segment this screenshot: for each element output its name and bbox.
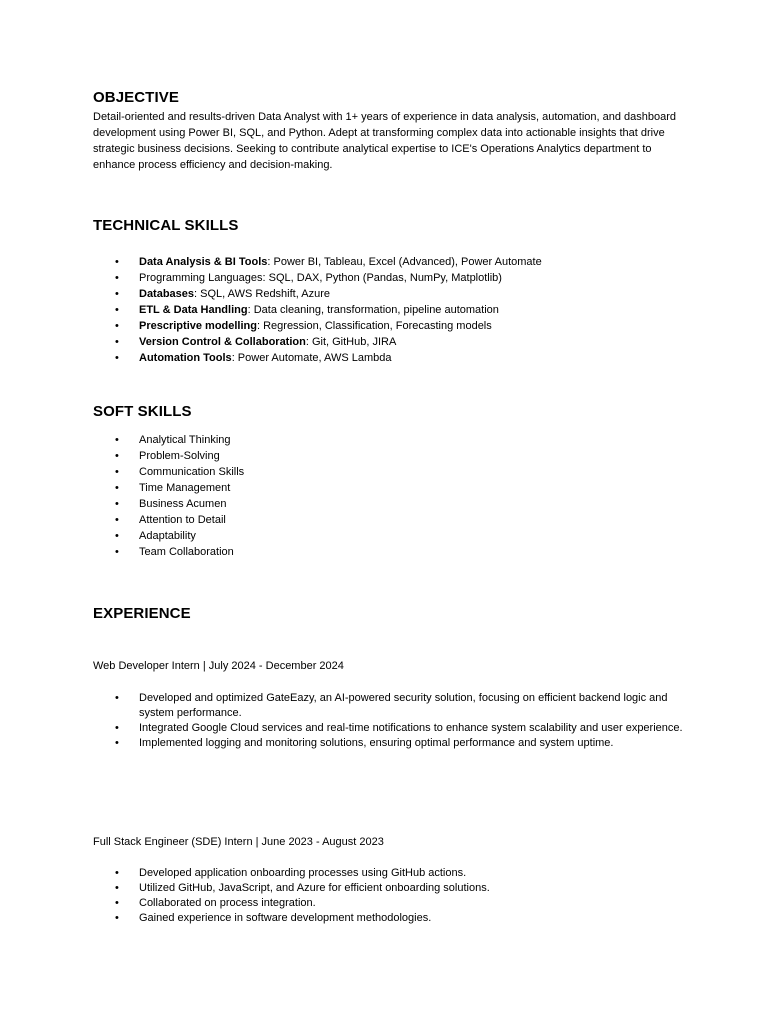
job-header: Full Stack Engineer (SDE) Intern | June 2023 - August 2023 xyxy=(93,836,384,848)
list-item: • Collaborated on process integration. xyxy=(93,896,683,911)
list-item: • Business Acumen xyxy=(93,496,683,512)
list-item xyxy=(93,334,683,350)
list-item xyxy=(93,270,683,286)
list-item: • Problem-Solving xyxy=(93,448,683,464)
soft-skills-heading: SOFT SKILLS xyxy=(93,403,192,420)
technical-skills-list xyxy=(93,254,683,366)
job-bullets xyxy=(93,866,683,926)
list-item xyxy=(93,318,683,334)
skill-text: Programming Languages: SQL, DAX, Python (Pandas, NumPy, Matplotlib) xyxy=(139,272,502,284)
skill-label: Automation Tools xyxy=(139,352,232,364)
skill-text: : Regression, Classification, Forecasting models xyxy=(256,320,492,332)
experience-heading: EXPERIENCE xyxy=(93,605,191,622)
objective-heading: OBJECTIVE xyxy=(93,89,179,106)
list-item: • Implemented logging and monitoring solutions, ensuring optimal performance and system uptime. xyxy=(93,736,683,751)
list-item xyxy=(93,286,683,302)
skill-text: : Data cleaning, transformation, pipeline automation xyxy=(247,304,499,316)
list-item: • Utilized GitHub, JavaScript, and Azure for efficient onboarding solutions. xyxy=(93,881,683,896)
list-item: • Integrated Google Cloud services and real-time notifications to enhance system scalability and user experience. xyxy=(93,721,683,736)
skill-label: Databases xyxy=(139,288,195,300)
list-item xyxy=(93,302,683,318)
skill-text: : SQL, AWS Redshift, Azure xyxy=(194,288,330,300)
technical-skills-heading: TECHNICAL SKILLS xyxy=(93,217,239,234)
list-item xyxy=(93,254,683,270)
job-header: Web Developer Intern | July 2024 - December 2024 xyxy=(93,660,344,672)
skill-label: Version Control & Collaboration xyxy=(139,336,306,348)
skill-text: : Power Automate, AWS Lambda xyxy=(231,352,392,364)
list-item: • Gained experience in software development methodologies. xyxy=(93,911,683,926)
list-item: • Time Management xyxy=(93,480,683,496)
job-bullets xyxy=(93,691,683,751)
skill-text: : Git, GitHub, JIRA xyxy=(305,336,397,348)
list-item xyxy=(93,350,683,366)
list-item: • Developed and optimized GateEazy, an AI-powered security solution, focusing on efficient backend logic and system performance. xyxy=(93,691,683,721)
list-item: • Team Collaboration xyxy=(93,544,683,560)
skill-label: Prescriptive modelling xyxy=(139,320,257,332)
list-item: • Analytical Thinking xyxy=(93,432,683,448)
list-item: • Developed application onboarding processes using GitHub actions. xyxy=(93,866,683,881)
list-item: • Adaptability xyxy=(93,528,683,544)
skill-text: : Power BI, Tableau, Excel (Advanced), Power Automate xyxy=(267,256,542,268)
soft-skills-list xyxy=(93,432,683,560)
list-item: • Attention to Detail xyxy=(93,512,683,528)
skill-label: Data Analysis & BI Tools xyxy=(139,256,268,268)
skill-label: ETL & Data Handling xyxy=(139,304,248,316)
objective-text: Detail-oriented and results-driven Data Analyst with 1+ years of experience in data analysis, automation, and dashboard development using Power BI, SQL, and Python. Adept at transforming complex data into actionable insights that drive strategic business decisions. Seeking to contribute analytical expertise to ICE's Operations Analytics department to enhance process efficiency and decision-making. xyxy=(93,111,677,171)
list-item: • Communication Skills xyxy=(93,464,683,480)
